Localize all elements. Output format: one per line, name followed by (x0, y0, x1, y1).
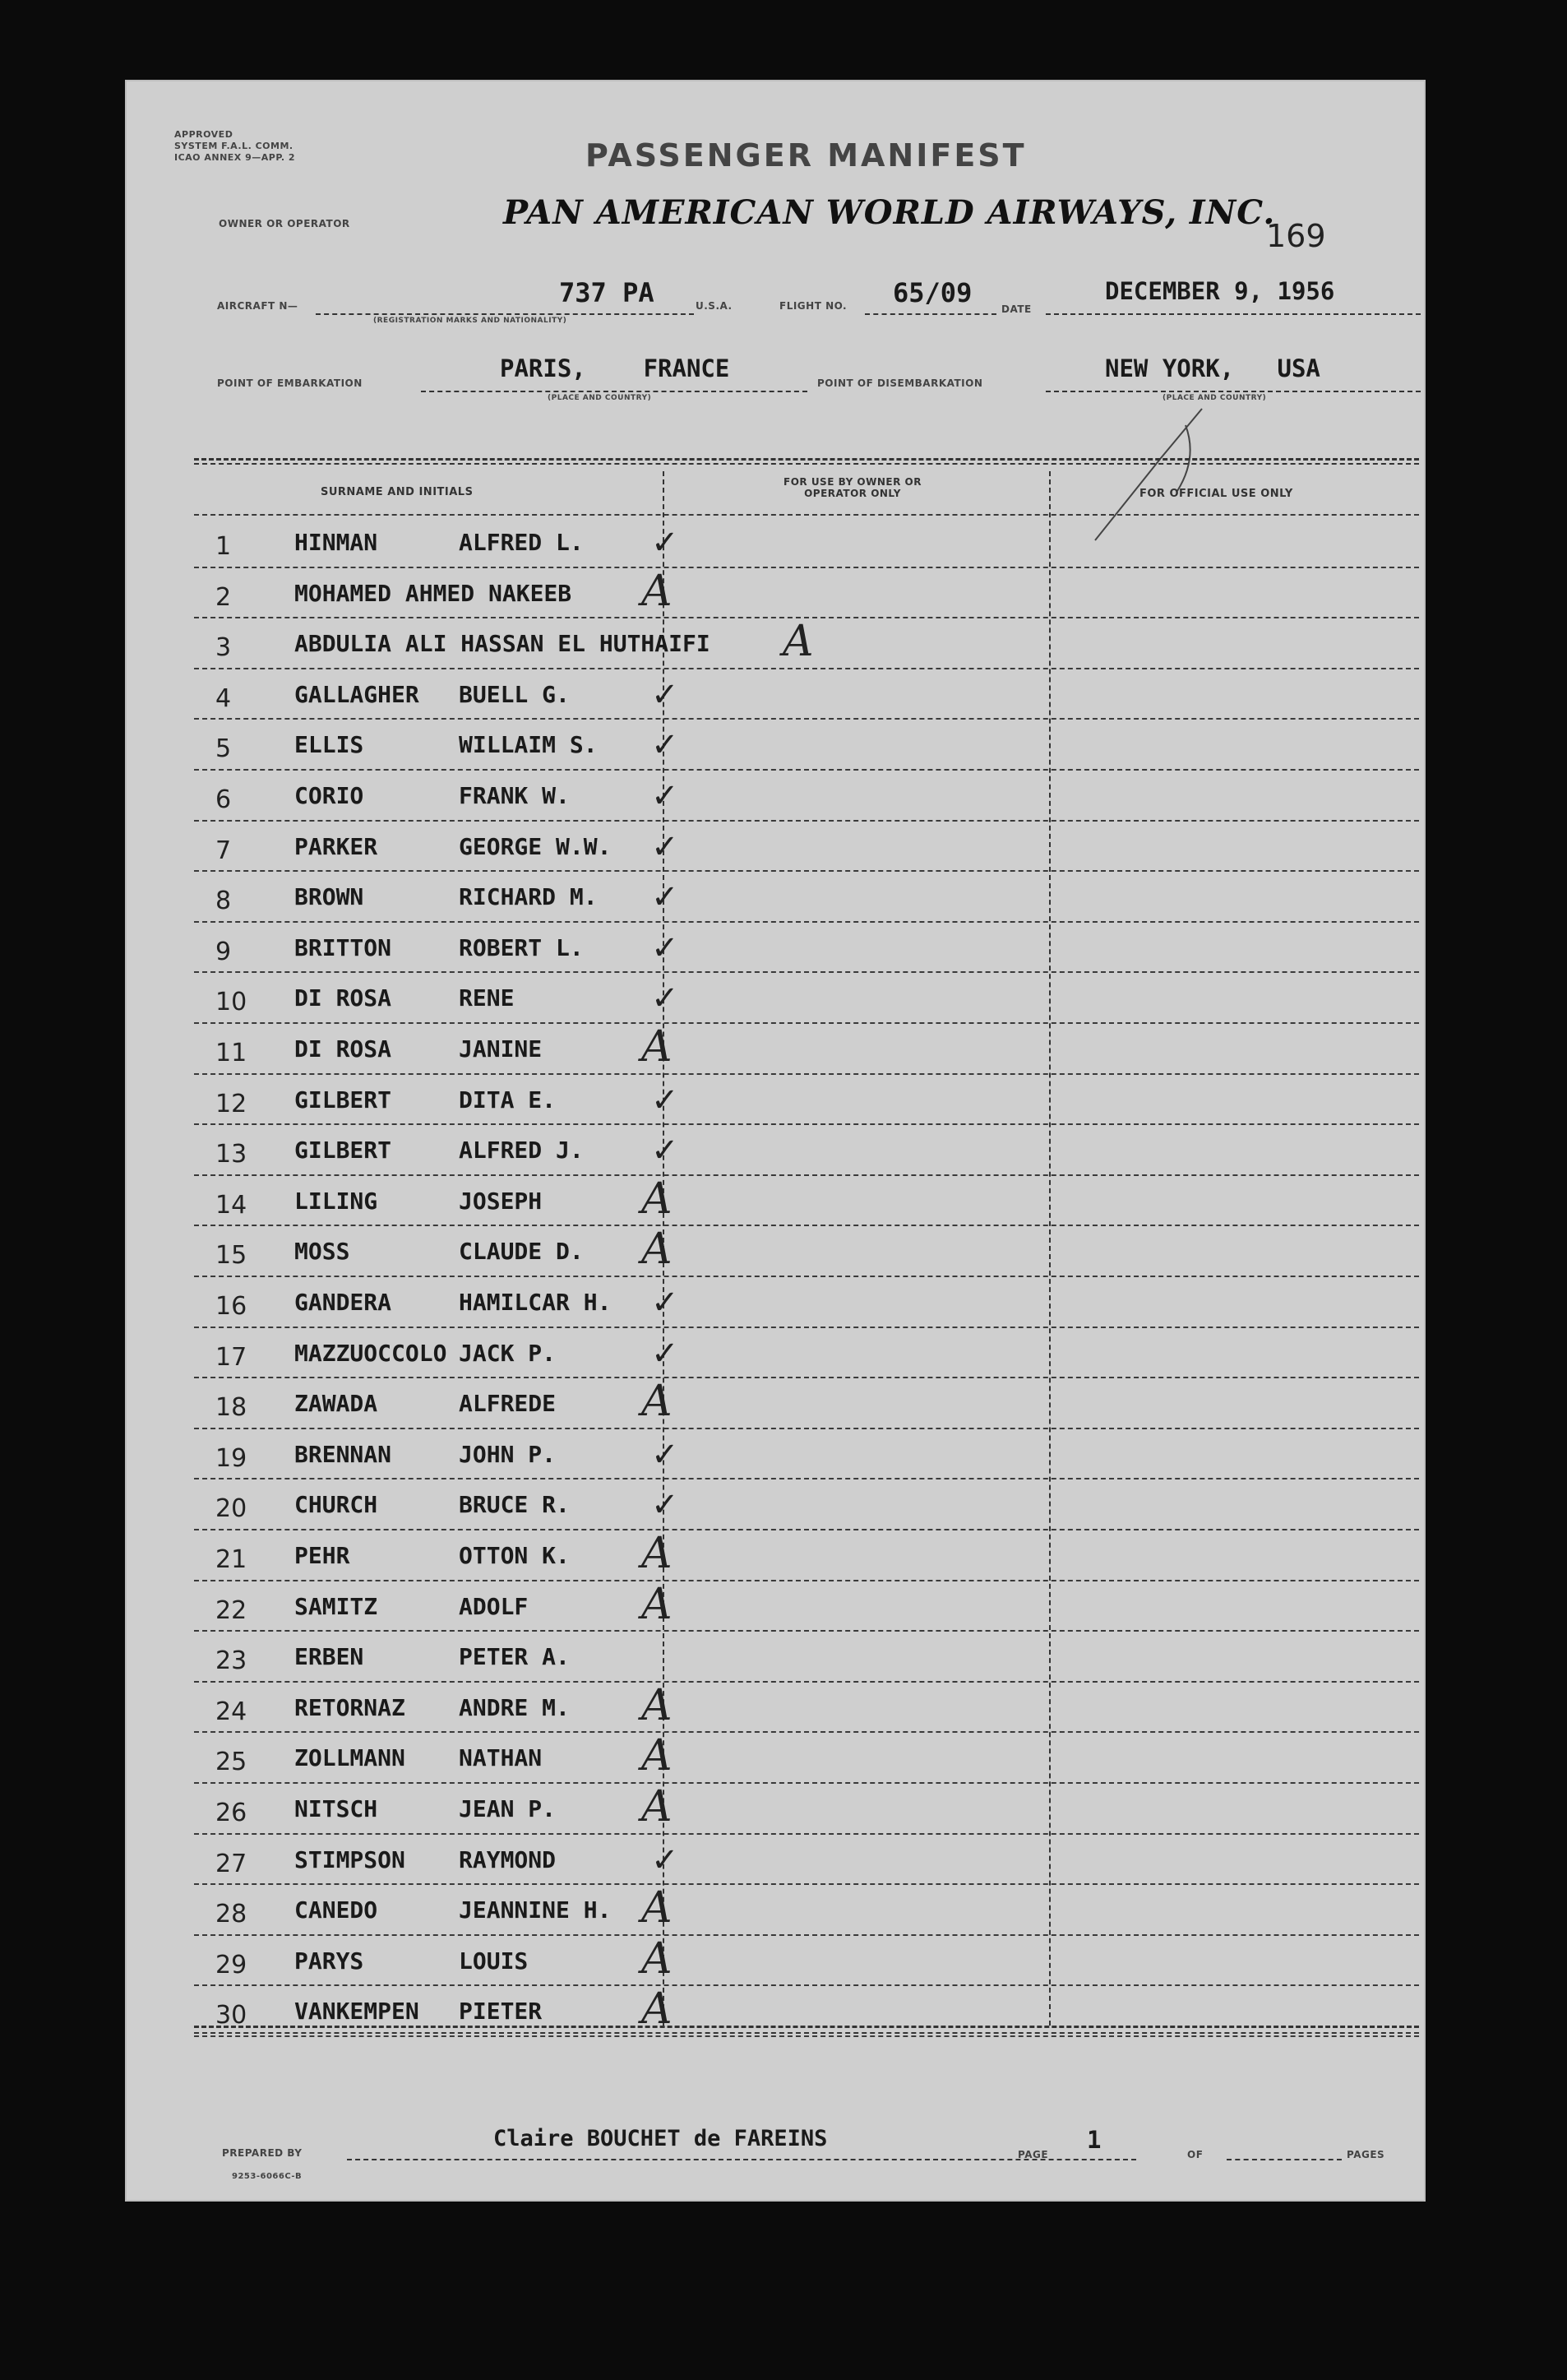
row-rule (194, 1782, 1419, 1784)
passenger-surname: DI ROSA (294, 1035, 392, 1063)
prepared-by-label: PREPARED BY (222, 2147, 303, 2159)
passenger-initials: GEORGE W.W. (459, 832, 612, 860)
approval-line: SYSTEM F.A.L. COMM. (174, 141, 294, 151)
row-rule (194, 1833, 1419, 1835)
verification-mark: A (641, 1680, 673, 1730)
of-label: OF (1187, 2149, 1204, 2160)
row-number: 24 (215, 1697, 247, 1726)
passenger-surname: ZOLLMANN (294, 1744, 405, 1772)
passenger-surname: ERBEN (294, 1643, 364, 1671)
row-number: 25 (215, 1748, 247, 1777)
passenger-surname: RETORNAZ (294, 1693, 405, 1721)
passenger-surname: NITSCH (294, 1795, 378, 1822)
verification-mark: A (641, 1883, 673, 1933)
row-rule (194, 718, 1419, 720)
row-number: 16 (215, 1292, 247, 1321)
row-rule (194, 1731, 1419, 1733)
passenger-initials: ALFREDE (459, 1390, 557, 1418)
header-rule (194, 514, 1419, 516)
passenger-initials: BRUCE R. (459, 1491, 570, 1519)
passenger-initials: BUELL G. (459, 680, 570, 708)
row-number: 6 (215, 785, 232, 814)
flight-underline (865, 313, 996, 315)
row-rule (194, 820, 1419, 822)
page-label: PAGE (1018, 2149, 1049, 2160)
passenger-initials: NATHAN (459, 1744, 543, 1772)
embark-label: POINT OF EMBARKATION (217, 377, 363, 389)
passenger-initials: ALFRED J. (459, 1137, 584, 1165)
column-header-official: FOR OFFICIAL USE ONLY (1139, 488, 1293, 500)
passenger-initials: WILLAIM S. (459, 731, 598, 759)
passenger-surname: CORIO (294, 782, 364, 809)
row-rule (194, 1529, 1419, 1530)
row-rule (194, 1681, 1419, 1683)
embark-underline (421, 391, 807, 392)
row-number: 14 (215, 1190, 247, 1220)
passenger-initials: JOHN P. (459, 1440, 557, 1468)
passenger-initials: ADOLF (459, 1592, 529, 1620)
row-rule (194, 971, 1419, 973)
passenger-surname: GANDERA (294, 1289, 392, 1316)
row-number: 1 (215, 532, 232, 561)
row-number: 30 (215, 2001, 247, 2030)
row-rule (194, 567, 1419, 568)
row-rule (194, 1123, 1419, 1125)
passenger-initials: JOSEPH (459, 1187, 543, 1215)
verification-mark: A (641, 1377, 673, 1427)
verification-mark: A (641, 1933, 673, 1984)
passenger-surname: STIMPSON (294, 1845, 405, 1873)
verification-mark: ✓ (651, 675, 679, 714)
passenger-surname: LILING (294, 1187, 378, 1215)
verification-mark: ✓ (651, 777, 679, 815)
passenger-surname: BROWN (294, 883, 364, 911)
owner-label: OWNER OR OPERATOR (219, 218, 350, 229)
verification-mark: ✓ (651, 1081, 679, 1119)
passenger-surname: SAMITZ (294, 1592, 378, 1620)
verification-mark: A (783, 617, 814, 667)
airline-name: PAN AMERICAN WORLD AIRWAYS, INC. (503, 193, 1276, 232)
passenger-initials: ANDRE M. (459, 1693, 570, 1721)
passenger-initials: ALFRED L. (459, 529, 584, 556)
form-number: 9253-6066C-B (232, 2172, 303, 2181)
row-number: 3 (215, 633, 232, 663)
usa-label: U.S.A. (696, 300, 733, 312)
row-rule (194, 1174, 1419, 1176)
row-number: 15 (215, 1241, 247, 1271)
passenger-initials: CLAUDE D. (459, 1238, 584, 1266)
row-rule (194, 1073, 1419, 1075)
verification-mark: A (641, 1174, 673, 1224)
passenger-surname: BRITTON (294, 933, 392, 961)
passenger-surname: MOHAMED AHMED NAKEEB (294, 579, 572, 607)
verification-mark: A (641, 1022, 673, 1072)
prepared-by-value: Claire BOUCHET de FAREINS (493, 2126, 828, 2151)
row-number: 13 (215, 1140, 247, 1169)
verification-mark: A (641, 1782, 673, 1831)
verification-mark: ✓ (651, 1435, 679, 1474)
passenger-initials: PIETER (459, 1998, 543, 2026)
row-rule (194, 1934, 1419, 1936)
column-header-names: SURNAME AND INITIALS (321, 486, 474, 498)
row-rule (194, 921, 1419, 923)
table-bottom-rule (194, 2032, 1419, 2034)
verification-mark: ✓ (651, 1841, 679, 1879)
verification-mark: ✓ (651, 928, 679, 967)
row-number: 27 (215, 1849, 247, 1878)
verification-mark: A (641, 1731, 673, 1781)
passenger-initials: JACK P. (459, 1339, 557, 1367)
date-underline (1046, 313, 1421, 315)
disembark-caption: (PLACE AND COUNTRY) (1163, 394, 1267, 402)
column-header-owner: FOR USE BY OWNER OR OPERATOR ONLY (784, 476, 922, 499)
passenger-initials: DITA E. (459, 1086, 557, 1114)
verification-mark: ✓ (651, 1334, 679, 1373)
aircraft-label: AIRCRAFT N— (217, 300, 298, 312)
verification-mark: ✓ (651, 1486, 679, 1525)
row-rule (194, 1276, 1419, 1277)
verification-mark: ✓ (651, 1132, 679, 1170)
passenger-surname: MOSS (294, 1238, 350, 1266)
row-number: 21 (215, 1545, 247, 1574)
form-approval (174, 129, 295, 164)
flight-label: FLIGHT NO. (779, 300, 848, 312)
passenger-surname: GILBERT (294, 1137, 392, 1165)
passenger-initials: JEAN P. (459, 1795, 557, 1822)
passenger-initials: ROBERT L. (459, 933, 584, 961)
sheet-number: 169 (1266, 218, 1326, 254)
row-number: 29 (215, 1950, 247, 1979)
row-number: 28 (215, 1900, 247, 1929)
pages-underline (1227, 2159, 1342, 2160)
row-number: 23 (215, 1646, 247, 1676)
passenger-surname: BRENNAN (294, 1440, 392, 1468)
row-number: 10 (215, 988, 247, 1017)
passenger-initials: FRANK W. (459, 782, 570, 809)
verification-mark: A (641, 1225, 673, 1275)
passenger-initials: JANINE (459, 1035, 543, 1063)
passenger-initials: RICHARD M. (459, 883, 598, 911)
passenger-initials: RAYMOND (459, 1845, 557, 1873)
passenger-initials: HAMILCAR H. (459, 1289, 612, 1316)
row-number: 8 (215, 887, 232, 916)
passenger-surname: CHURCH (294, 1491, 378, 1519)
row-number: 18 (215, 1393, 247, 1423)
passenger-surname: ABDULIA ALI HASSAN EL HUTHAIFI (294, 630, 710, 658)
verification-mark: A (641, 1579, 673, 1629)
passenger-surname: CANEDO (294, 1896, 378, 1924)
table-bottom-rule (194, 2026, 1419, 2028)
row-number: 26 (215, 1799, 247, 1827)
passenger-surname: ZAWADA (294, 1390, 378, 1418)
row-rule (194, 1580, 1419, 1581)
table-top-rule (194, 463, 1419, 465)
row-number: 11 (215, 1039, 247, 1067)
row-number: 12 (215, 1089, 247, 1118)
passenger-initials: JEANNINE H. (459, 1896, 612, 1924)
row-rule (194, 1377, 1419, 1378)
row-number: 2 (215, 582, 232, 612)
embark-value: PARIS, FRANCE (500, 354, 730, 382)
passenger-surname: HINMAN (294, 529, 378, 556)
row-rule (194, 2035, 1419, 2037)
passenger-surname: PARKER (294, 832, 378, 860)
date-value: DECEMBER 9, 1956 (1105, 277, 1335, 305)
approval-line: APPROVED (174, 129, 233, 140)
passenger-surname: MAZZUOCCOLO (294, 1339, 447, 1367)
disembark-underline (1046, 391, 1421, 392)
passenger-surname: GILBERT (294, 1086, 392, 1114)
verification-mark: ✓ (651, 726, 679, 765)
row-rule (194, 1478, 1419, 1479)
verification-mark: ✓ (651, 827, 679, 866)
passenger-surname: ELLIS (294, 731, 364, 759)
page-title: PASSENGER MANIFEST (585, 137, 1027, 174)
passenger-initials: RENE (459, 984, 515, 1012)
passenger-surname: GALLAGHER (294, 680, 419, 708)
verification-mark: ✓ (651, 979, 679, 1018)
row-number: 5 (215, 734, 232, 764)
row-number: 9 (215, 937, 232, 966)
verification-mark: A (641, 566, 673, 616)
registration-caption: (REGISTRATION MARKS AND NATIONALITY) (373, 317, 567, 325)
passenger-surname: PEHR (294, 1542, 350, 1569)
disembark-value: NEW YORK, USA (1105, 354, 1320, 382)
flight-value: 65/09 (893, 277, 973, 308)
passenger-surname: PARYS (294, 1947, 364, 1975)
row-rule (194, 1984, 1419, 1986)
date-label: DATE (1001, 303, 1032, 315)
manifest-sheet (125, 80, 1426, 2202)
approval-line: ICAO ANNEX 9—APP. 2 (174, 152, 296, 163)
verification-mark: ✓ (651, 1284, 679, 1322)
page-value: 1 (1087, 2126, 1102, 2154)
row-rule (194, 769, 1419, 771)
verification-mark: ✓ (651, 878, 679, 917)
verification-mark: A (641, 1529, 673, 1578)
passenger-initials: PETER A. (459, 1643, 570, 1671)
row-number: 20 (215, 1494, 247, 1524)
passenger-initials: LOUIS (459, 1947, 529, 1975)
row-number: 7 (215, 836, 232, 865)
passenger-initials: OTTON K. (459, 1542, 570, 1569)
aircraft-underline (316, 313, 694, 315)
verification-mark: A (641, 1984, 673, 2035)
column-divider (1049, 471, 1051, 2026)
row-number: 22 (215, 1595, 247, 1625)
disembark-label: POINT OF DISEMBARKATION (817, 377, 983, 389)
row-number: 17 (215, 1342, 247, 1372)
official-scribble (1062, 401, 1227, 557)
pages-label: PAGES (1347, 2149, 1385, 2160)
verification-mark: ✓ (651, 524, 679, 562)
passenger-surname: VANKEMPEN (294, 1998, 419, 2026)
row-rule (194, 1630, 1419, 1632)
aircraft-value: 737 PA (559, 277, 654, 308)
row-number: 19 (215, 1443, 247, 1473)
row-rule (194, 1022, 1419, 1024)
row-rule (194, 668, 1419, 669)
row-rule (194, 1327, 1419, 1328)
row-rule (194, 870, 1419, 872)
row-number: 4 (215, 683, 232, 713)
row-rule (194, 1883, 1419, 1885)
embark-caption: (PLACE AND COUNTRY) (548, 394, 652, 402)
row-rule (194, 1225, 1419, 1226)
row-rule (194, 1428, 1419, 1429)
passenger-surname: DI ROSA (294, 984, 392, 1012)
table-top-rule (194, 458, 1419, 461)
